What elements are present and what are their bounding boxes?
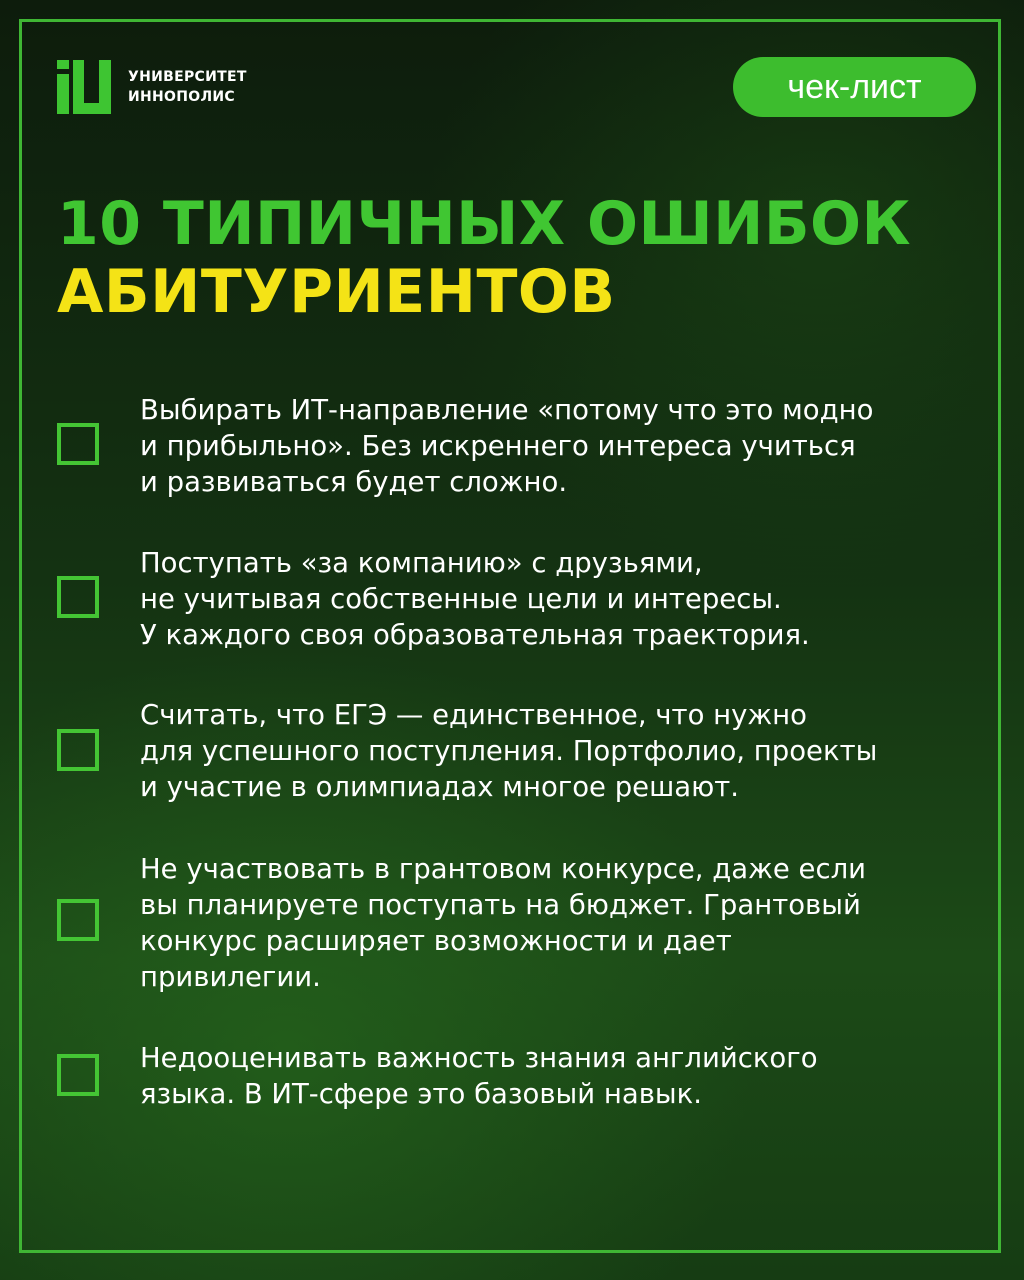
checkbox[interactable] (57, 1054, 99, 1096)
checklist-item-text: Выбирать ИТ-направление «потому что это модно и прибыльно». Без искреннего интереса учиться и развиваться будет сложно. (140, 394, 874, 498)
innopolis-logo-icon (57, 60, 111, 114)
checkbox[interactable] (57, 899, 99, 941)
checklist-item-text: Не участвовать в грантовом конкурсе, даже если вы планируете поступать на бюджет. Грантовый конкурс расширяет возможности и дает привилегии. (140, 853, 867, 993)
university-logo (57, 60, 247, 114)
checkbox[interactable] (57, 576, 99, 618)
university-name (128, 67, 247, 107)
university-name-line1: УНИВЕРСИТЕТ (128, 69, 247, 85)
checklist-item-text: Поступать «за компанию» с друзьями, не учитывая собственные цели и интересы. У каждого своя образовательная траектория. (140, 547, 810, 651)
checklist-item-text: Считать, что ЕГЭ — единственное, что нужно для успешного поступления. Портфолио, проекты и участие в олимпиадах многое решают. (140, 699, 878, 803)
checkbox[interactable] (57, 729, 99, 771)
checklist-item-text: Недооценивать важность знания английского языка. В ИТ-сфере это базовый навык. (140, 1042, 818, 1110)
checkbox[interactable] (57, 423, 99, 465)
title-line-1: 10 ТИПИЧНЫХ ОШИБОК (57, 189, 912, 259)
title-line-2: АБИТУРИЕНТОВ (57, 257, 616, 327)
university-name-line2: ИННОПОЛИС (128, 89, 235, 105)
page-title (57, 190, 911, 326)
checklist-badge: чек-лист (733, 57, 976, 117)
